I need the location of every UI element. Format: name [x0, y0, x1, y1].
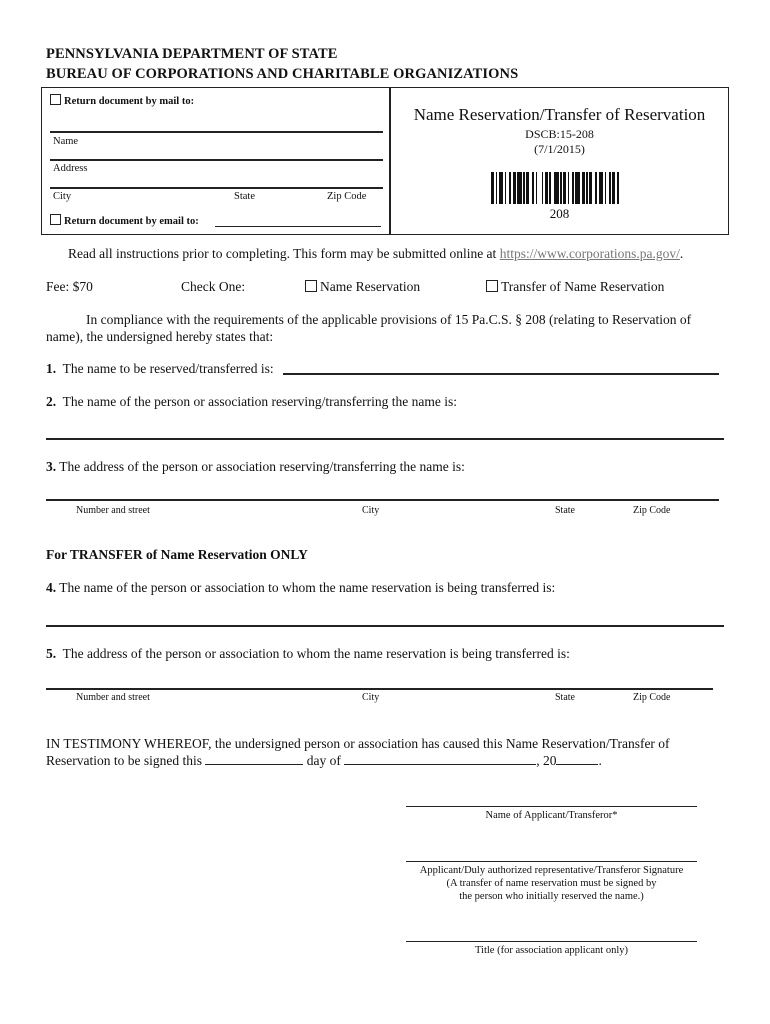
barcode-bar — [619, 172, 624, 204]
q5-text: The address of the person or association to whom the name reservation is being transferred is: — [62, 646, 570, 661]
q2-line[interactable] — [46, 438, 724, 440]
address-label: Address — [53, 163, 88, 174]
q3-number: 3. — [46, 459, 57, 474]
question-4 — [46, 580, 555, 596]
testimony-line2 — [46, 752, 602, 769]
title-line[interactable] — [406, 941, 697, 942]
mail-checkbox[interactable] — [50, 94, 61, 105]
transfer-heading: For TRANSFER of Name Reservation ONLY — [46, 547, 308, 562]
q5-line[interactable] — [46, 688, 713, 690]
q3-zip-label: Zip Code — [633, 505, 671, 516]
mail-label: Return document by mail to: — [64, 96, 195, 107]
year-prefix: , 20 — [536, 753, 557, 768]
q4-text: The name of the person or association to whom the name reservation is being transferred is: — [59, 580, 556, 595]
q5-state-label: State — [555, 692, 575, 703]
email-line[interactable] — [215, 226, 381, 227]
question-1 — [46, 361, 274, 377]
compliance-line2: name), the undersigned hereby states that: — [46, 329, 274, 344]
q5-street-label: Number and street — [76, 692, 150, 703]
q2-number: 2. — [46, 394, 57, 409]
q5-zip-label: Zip Code — [633, 692, 671, 703]
online-link[interactable]: https://www.corporations.pa.gov/ — [499, 246, 680, 261]
transfer-option[interactable] — [486, 279, 664, 295]
q5-city-label: City — [362, 692, 380, 703]
compliance-line1: In compliance with the requirements of the applicable provisions of 15 Pa.C.S. § 208 (relating to Reservation of — [86, 312, 692, 327]
month-field[interactable] — [344, 752, 536, 765]
title-label: Title (for association applicant only) — [475, 945, 628, 956]
q5-number: 5. — [46, 646, 57, 661]
day-field[interactable] — [205, 752, 303, 765]
name-reservation-label: Name Reservation — [320, 279, 421, 294]
city-label: City — [53, 191, 72, 202]
question-5 — [46, 646, 570, 662]
zip-label: Zip Code — [327, 191, 367, 202]
q4-line[interactable] — [46, 625, 724, 627]
day-of-text: day of — [306, 753, 341, 768]
name-reservation-checkbox[interactable] — [305, 280, 317, 292]
q1-line[interactable] — [283, 373, 719, 375]
q1-text: The name to be reserved/transferred is: — [62, 361, 274, 376]
form-date: (7/1/2015) — [534, 142, 585, 156]
instructions-text: Read all instructions prior to completing. This form may be submitted online at — [68, 246, 500, 261]
signature-line[interactable] — [406, 861, 697, 862]
instructions-end: . — [679, 246, 684, 261]
city-line[interactable] — [50, 187, 383, 189]
address-line[interactable] — [50, 159, 383, 161]
email-checkbox[interactable] — [50, 214, 61, 225]
name-reservation-option[interactable] — [305, 279, 420, 295]
testimony-end: . — [598, 753, 602, 768]
q3-line[interactable] — [46, 499, 719, 501]
applicant-name-label: Name of Applicant/Transferor* — [485, 810, 618, 821]
question-2 — [46, 394, 457, 410]
form-title: Name Reservation/Transfer of Reservation — [413, 105, 706, 124]
question-3 — [46, 459, 465, 475]
testimony-signed-text: Reservation to be signed this — [46, 753, 202, 768]
q3-street-label: Number and street — [76, 505, 150, 516]
signature-note-1: (A transfer of name reservation must be signed by — [446, 878, 657, 889]
email-label: Return document by email to: — [64, 216, 199, 227]
transfer-label: Transfer of Name Reservation — [501, 279, 665, 294]
form-code: DSCB:15-208 — [525, 127, 594, 141]
check-one-label: Check One: — [181, 279, 246, 294]
q4-number: 4. — [46, 580, 57, 595]
signature-note-2: the person who initially reserved the name.) — [459, 891, 644, 902]
return-by-email-option[interactable] — [50, 214, 199, 227]
year-field[interactable] — [556, 752, 598, 765]
signature-label: Applicant/Duly authorized representative/Transferor Signature — [419, 865, 684, 876]
bureau-title: BUREAU OF CORPORATIONS AND CHARITABLE ORGANIZATIONS — [46, 66, 519, 82]
transfer-checkbox[interactable] — [486, 280, 498, 292]
barcode-number: 208 — [549, 206, 570, 221]
return-by-mail-option[interactable] — [50, 94, 194, 107]
q3-text: The address of the person or association reserving/transferring the name is: — [59, 459, 465, 474]
q3-city-label: City — [362, 505, 380, 516]
department-title: PENNSYLVANIA DEPARTMENT OF STATE — [46, 46, 338, 62]
name-label: Name — [53, 136, 79, 147]
q1-number: 1. — [46, 361, 57, 376]
instructions — [68, 246, 683, 262]
applicant-name-line[interactable] — [406, 806, 697, 807]
name-line[interactable] — [50, 131, 383, 133]
testimony-line1: IN TESTIMONY WHEREOF, the undersigned person or association has caused this Name Reservation/Transfer of — [46, 736, 670, 751]
q3-state-label: State — [555, 505, 575, 516]
barcode — [491, 172, 624, 204]
q2-text: The name of the person or association reserving/transferring the name is: — [62, 394, 458, 409]
state-label: State — [234, 191, 255, 202]
fee-label: Fee: $70 — [46, 279, 93, 294]
